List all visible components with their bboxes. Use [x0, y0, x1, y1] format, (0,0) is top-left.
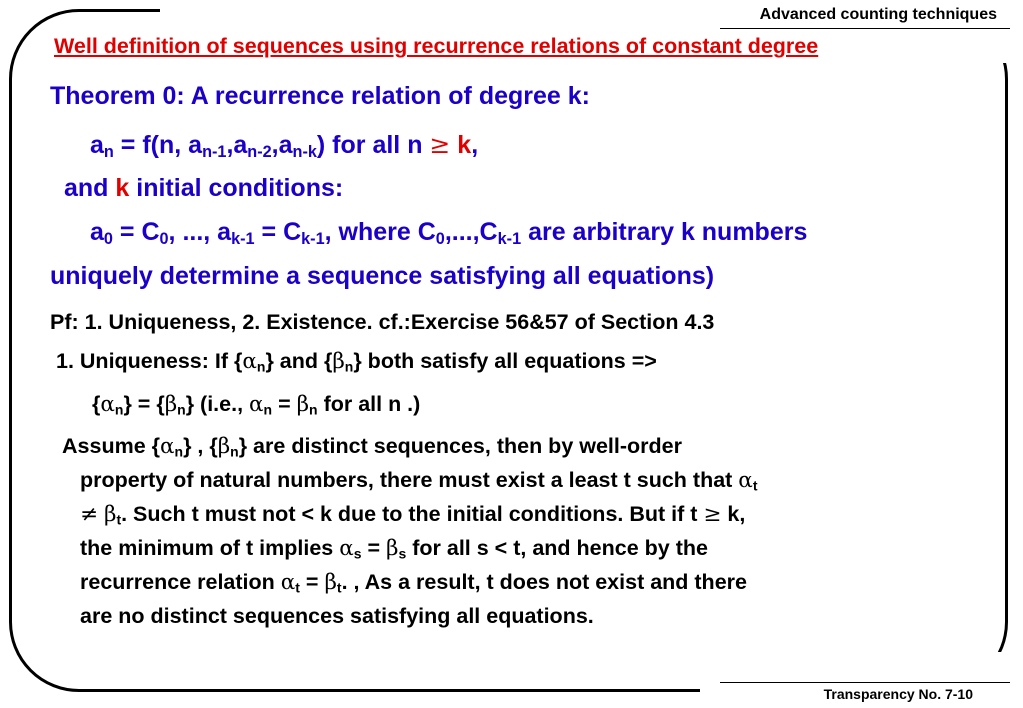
beta-symbol: β: [386, 536, 399, 561]
proof-assume-4: [80, 536, 708, 561]
text: are no distinct sequences satisfying all equations.: [80, 604, 594, 628]
beta-symbol: β: [104, 502, 117, 527]
subscript: t: [295, 579, 300, 596]
theorem-heading: Theorem 0: A recurrence relation of degree k:: [50, 82, 590, 110]
beta-symbol: β: [332, 349, 345, 374]
text: } are distinct sequences, then by well-order: [238, 434, 682, 458]
subscript: s: [353, 545, 362, 562]
alpha-symbol: α: [280, 570, 296, 595]
text: = C: [254, 218, 302, 246]
text: {: [92, 392, 101, 416]
text: Pf: 1. Uniqueness, 2. Existence. cf.:Exercise 56&57 of Section 4.3: [50, 310, 715, 334]
subscript: 0: [435, 230, 445, 249]
subscript: n: [114, 401, 124, 418]
subscript: k-1: [231, 230, 255, 249]
text: , ..., a: [168, 218, 232, 246]
theorem-line-2: [90, 130, 478, 160]
proof-assume-3: [80, 502, 745, 527]
subscript: n: [263, 401, 273, 418]
subscript: k-1: [497, 230, 522, 249]
text: 1. Uniqueness: If {: [56, 349, 243, 373]
text: =: [361, 536, 387, 560]
text: ,: [471, 131, 479, 159]
text: . , As a result, t does not exist and there: [341, 570, 747, 594]
header-rule: [720, 28, 1010, 29]
theorem-line-4: [90, 218, 807, 247]
text: } (i.e.,: [185, 392, 250, 416]
footer-label: Transparency No. 7-10: [823, 686, 973, 702]
subscript: n: [344, 358, 354, 375]
subscript: n: [309, 401, 318, 418]
slide-title: Well definition of sequences using recurrence relations of constant degree: [54, 34, 819, 58]
text: initial conditions:: [129, 174, 344, 202]
subscript: n-k: [292, 143, 317, 162]
text: uniquely determine a sequence satisfying all equations): [50, 262, 715, 290]
proof-assume-1: [62, 434, 682, 459]
subscript: k-1: [301, 230, 325, 249]
text: for all n .): [317, 392, 421, 416]
text: the minimum of t implies: [80, 536, 340, 560]
subscript: t: [116, 511, 122, 528]
text: and: [64, 174, 116, 202]
text: for all s < t, and hence by the: [406, 536, 708, 560]
subscript: n-1: [202, 143, 227, 162]
text: . Such t must not < k due to the initial conditions. But if t: [121, 502, 704, 526]
alpha-symbol: α: [160, 434, 175, 459]
proof-assume-2: [80, 468, 757, 493]
proof-uniqueness-2: [92, 392, 420, 417]
subscript: n: [174, 443, 184, 460]
text: ,a: [271, 131, 293, 159]
theorem-line-5: [50, 262, 714, 291]
text: } = {: [123, 392, 165, 416]
text: ) for all n: [316, 131, 430, 159]
text: are arbitrary k numbers: [521, 218, 808, 246]
text: a: [90, 218, 104, 246]
geq-symbol: ≥: [429, 130, 451, 159]
text: , where C: [324, 218, 436, 246]
text: k,: [721, 502, 746, 526]
subscript: n: [256, 358, 266, 375]
geq-symbol: ≥: [703, 502, 722, 527]
text: =: [299, 570, 325, 594]
subscript: t: [752, 477, 758, 494]
k-highlight: k: [115, 174, 130, 202]
text: = f(n, a: [113, 131, 203, 159]
beta-symbol: β: [164, 392, 178, 417]
text: } both satisfy all equations =>: [353, 349, 657, 373]
text: ,...,C: [444, 218, 498, 246]
subscript: 0: [159, 230, 169, 249]
subscript: n: [230, 443, 239, 460]
text: = C: [112, 218, 160, 246]
beta-symbol: β: [217, 434, 231, 459]
text: } , {: [183, 434, 218, 458]
proof-uniqueness-1: [56, 349, 657, 374]
alpha-symbol: α: [249, 392, 264, 417]
proof-assume-5: [80, 570, 747, 595]
alpha-symbol: α: [242, 349, 257, 374]
alpha-symbol: α: [100, 392, 115, 417]
neq-symbol: ≠: [80, 502, 99, 527]
subscript: n-2: [247, 143, 272, 162]
subscript: n: [177, 401, 186, 418]
text: } and {: [265, 349, 333, 373]
alpha-symbol: α: [339, 536, 354, 561]
text: ,a: [226, 131, 248, 159]
theorem-line-1: [50, 82, 590, 111]
text: a: [90, 131, 104, 159]
text: Assume {: [62, 434, 160, 458]
footer-rule: [720, 682, 1010, 683]
k-highlight: k: [450, 131, 472, 159]
subscript: n: [103, 143, 114, 162]
header-label: Advanced counting techniques: [759, 6, 997, 23]
theorem-line-3: [64, 174, 343, 203]
beta-symbol: β: [324, 570, 337, 595]
subscript: 0: [103, 230, 113, 249]
proof-assume-6: [80, 604, 594, 629]
beta-symbol: β: [296, 392, 310, 417]
text: recurrence relation: [80, 570, 281, 594]
text: property of natural numbers, there must exist a least t such that: [80, 468, 739, 492]
proof-line-pf: [50, 310, 714, 335]
text: =: [272, 392, 297, 416]
subscript: t: [336, 579, 342, 596]
alpha-symbol: α: [738, 468, 753, 493]
subscript: s: [398, 545, 407, 562]
